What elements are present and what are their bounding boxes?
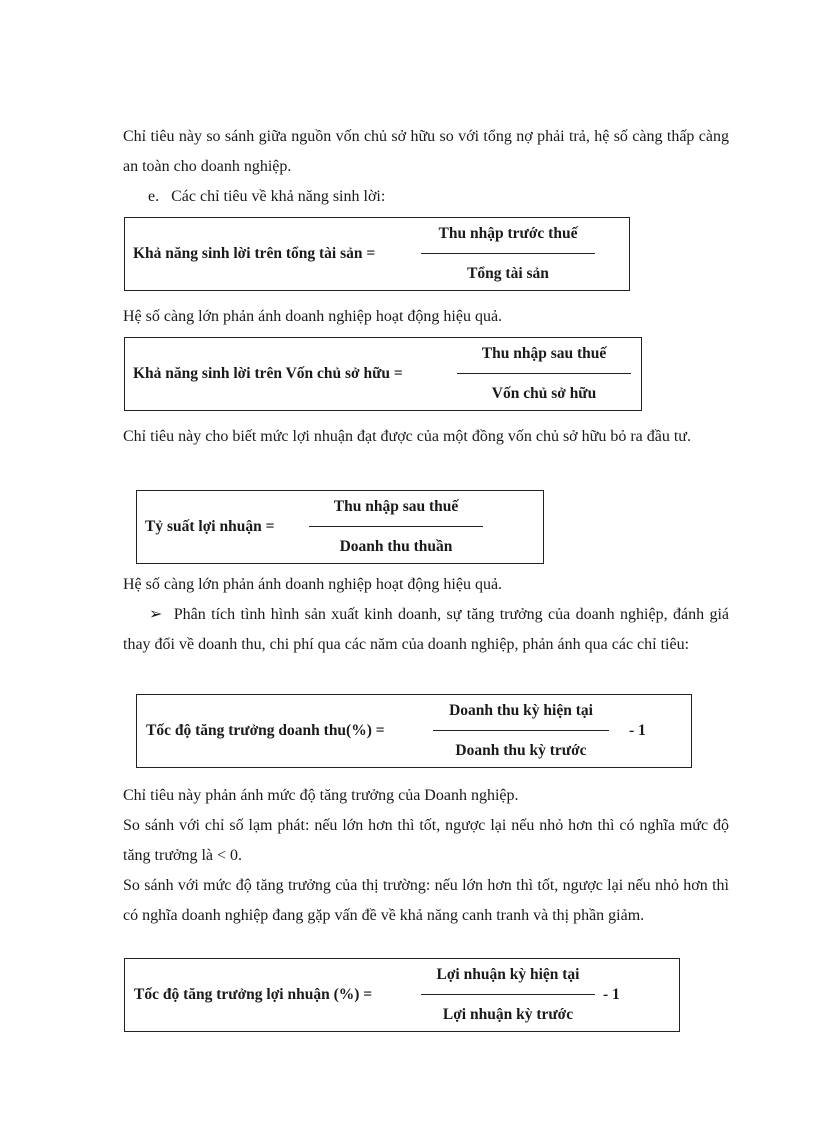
formula-denominator: Tổng tài sản — [467, 265, 549, 282]
fraction-bar — [433, 730, 609, 731]
formula-fraction — [433, 695, 609, 767]
formula-minus-one: - 1 — [629, 722, 646, 739]
formula-roe-box — [124, 337, 642, 411]
formula-fraction — [457, 338, 631, 410]
paragraph-roa-note: Hệ số càng lớn phản ánh doanh nghiệp hoạt động hiệu quả. — [123, 308, 503, 325]
bullet-text: Phân tích tình hình sản xuất kinh doanh, sự tăng trưởng của doanh nghiệp, đánh giá thay đổi về doanh thu, chi phí qua các năm của doanh nghiệp, phản ánh qua các chỉ tiêu: — [123, 606, 729, 653]
formula-numerator: Thu nhập sau thuế — [333, 498, 459, 515]
paragraph-equity-debt-ratio: Chỉ tiêu này so sánh giữa nguồn vốn chủ sở hữu so với tổng nợ phải trả, hệ số càng thấp càng an toàn cho doanh nghiệp. — [123, 128, 729, 175]
formula-profit-margin-box — [136, 490, 544, 564]
formula-fraction — [421, 218, 595, 290]
formula-lhs: Tốc độ tăng trưởng lợi nhuận (%) = — [134, 986, 373, 1003]
fraction-bar — [421, 253, 595, 254]
paragraph-margin-note: Hệ số càng lớn phản ánh doanh nghiệp hoạt động hiệu quả. — [123, 576, 503, 593]
formula-numerator: Thu nhập sau thuế — [481, 345, 607, 362]
list-marker: e. — [148, 188, 160, 205]
formula-denominator: Vốn chủ sở hữu — [491, 385, 597, 402]
paragraph-inflation-compare: So sánh với chỉ số lạm phát: nếu lớn hơn thì tốt, ngược lại nếu nhỏ hơn thì có nghĩa mức độ tăng trưởng là < 0. — [123, 817, 729, 864]
fraction-bar — [309, 526, 483, 527]
formula-lhs: Khả năng sinh lời trên Vốn chủ sở hữu = — [133, 365, 403, 382]
list-item-e — [148, 182, 708, 212]
formula-lhs: Tỷ suất lợi nhuận = — [145, 518, 275, 535]
formula-lhs: Tốc độ tăng trưởng doanh thu(%) = — [146, 722, 385, 739]
paragraph-roe-note: Chỉ tiêu này cho biết mức lợi nhuận đạt được của một đồng vốn chủ sở hữu bỏ ra đầu tư. — [123, 428, 691, 445]
formula-numerator: Lợi nhuận kỳ hiện tại — [436, 966, 580, 983]
paragraph-growth-note: Chỉ tiêu này phản ánh mức độ tăng trưởng của Doanh nghiệp. — [123, 787, 519, 804]
formula-revenue-growth-box — [136, 694, 692, 768]
formula-denominator: Lợi nhuận kỳ trước — [442, 1006, 574, 1023]
bullet-growth-analysis — [123, 600, 729, 660]
formula-denominator: Doanh thu thuần — [339, 538, 453, 555]
list-item-text: Các chỉ tiêu về khả năng sinh lời: — [171, 188, 386, 205]
formula-roa-box — [124, 217, 630, 291]
formula-fraction — [309, 491, 483, 563]
fraction-bar — [421, 994, 595, 995]
formula-denominator: Doanh thu kỳ trước — [455, 742, 587, 759]
formula-lhs: Khả năng sinh lời trên tổng tài sản = — [133, 245, 376, 262]
arrow-bullet-icon: ➢ — [149, 606, 163, 623]
formula-numerator: Doanh thu kỳ hiện tại — [449, 702, 593, 719]
paragraph-market-compare: So sánh với mức độ tăng trưởng của thị trường: nếu lớn hơn thì tốt, ngược lại nếu nhỏ hơn thì có nghĩa doanh nghiệp đang gặp vấn đề về khả năng canh tranh và thị phần giảm. — [123, 877, 729, 924]
formula-numerator: Thu nhập trước thuế — [438, 225, 578, 242]
formula-minus-one: - 1 — [603, 986, 620, 1003]
formula-profit-growth-box — [124, 958, 680, 1032]
fraction-bar — [457, 373, 631, 374]
formula-fraction — [421, 959, 595, 1031]
